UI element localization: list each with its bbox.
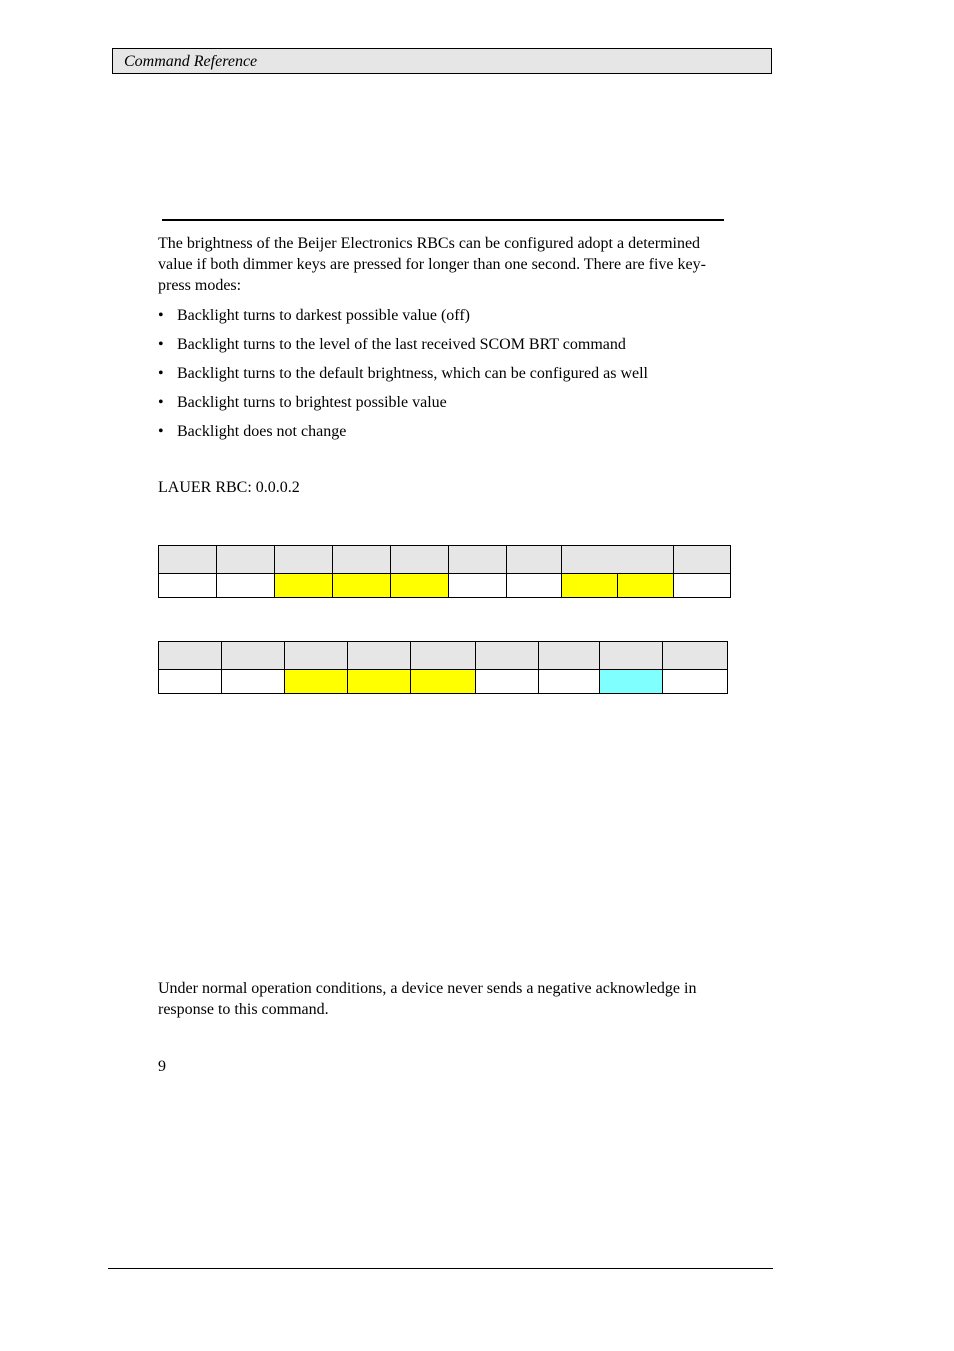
table-cell: [285, 670, 348, 694]
intro-paragraph: The brightness of the Beijer Electronics RBCs can be configured adopt a determined value if both dimmer keys are pressed for longer than one second. There are five key-press modes:: [158, 235, 706, 294]
table-header-cell: [159, 642, 222, 670]
table-cell: [159, 670, 222, 694]
table-header-cell: [538, 642, 599, 670]
table-cell: [538, 670, 599, 694]
table-header-cell: [674, 546, 731, 574]
table-cell: [449, 574, 507, 598]
table-header-cell: [662, 642, 727, 670]
table-cell: [674, 574, 731, 598]
table-header-row: [159, 642, 728, 670]
table-cell: [217, 574, 275, 598]
table-cell: [159, 574, 217, 598]
table-cell: [275, 574, 333, 598]
table-cell: [507, 574, 562, 598]
bullet-icon: •: [158, 423, 164, 440]
running-header: [112, 48, 772, 74]
table-header-cell: [275, 546, 333, 574]
mode-text: Backlight turns to the default brightness, which can be configured as well: [177, 365, 648, 382]
footer-rule: [108, 1268, 773, 1269]
bullet-icon: •: [158, 365, 164, 382]
table-cell: [618, 574, 674, 598]
table-header-cell: [159, 546, 217, 574]
table-cell: [411, 670, 475, 694]
mode-list: [158, 303, 648, 448]
mode-text: Backlight turns to darkest possible value (off): [177, 307, 470, 324]
table-cell: [348, 670, 411, 694]
table-cell: [662, 670, 727, 694]
table-header-cell: [599, 642, 662, 670]
table-header-cell: [562, 546, 674, 574]
table-header-row: [159, 546, 731, 574]
list-item: [158, 419, 648, 448]
table-header-cell: [222, 642, 285, 670]
bullet-icon: •: [158, 394, 164, 411]
table-header-cell: [348, 642, 411, 670]
table-cell: [475, 670, 538, 694]
table-cell: [222, 670, 285, 694]
list-item: [158, 390, 648, 419]
mode-text: Backlight turns to the level of the last received SCOM BRT command: [177, 336, 626, 353]
table-header-cell: [449, 546, 507, 574]
command-table: [158, 545, 731, 598]
table-cell: [391, 574, 449, 598]
list-item: [158, 303, 648, 332]
bullet-icon: •: [158, 336, 164, 353]
list-item: [158, 332, 648, 361]
version-text: LAUER RBC: 0.0.0.2: [158, 479, 300, 496]
table-header-cell: [333, 546, 391, 574]
header-title: Command Reference: [124, 53, 258, 70]
response-table: [158, 641, 728, 694]
table-row: [159, 670, 728, 694]
nak-paragraph: Under normal operation conditions, a device never sends a negative acknowledge in response to this command.: [158, 980, 697, 1018]
table-cell: [562, 574, 618, 598]
page-number: 9: [158, 1058, 166, 1075]
table-header-cell: [285, 642, 348, 670]
mode-text: Backlight turns to brightest possible value: [177, 394, 447, 411]
table-row: [159, 574, 731, 598]
table-cell: [599, 670, 662, 694]
list-item: [158, 361, 648, 390]
table-header-cell: [391, 546, 449, 574]
section-rule: [162, 219, 724, 221]
table-cell: [333, 574, 391, 598]
bullet-icon: •: [158, 307, 164, 324]
mode-text: Backlight does not change: [177, 423, 347, 440]
table-header-cell: [507, 546, 562, 574]
table-header-cell: [217, 546, 275, 574]
table-header-cell: [475, 642, 538, 670]
table-header-cell: [411, 642, 475, 670]
